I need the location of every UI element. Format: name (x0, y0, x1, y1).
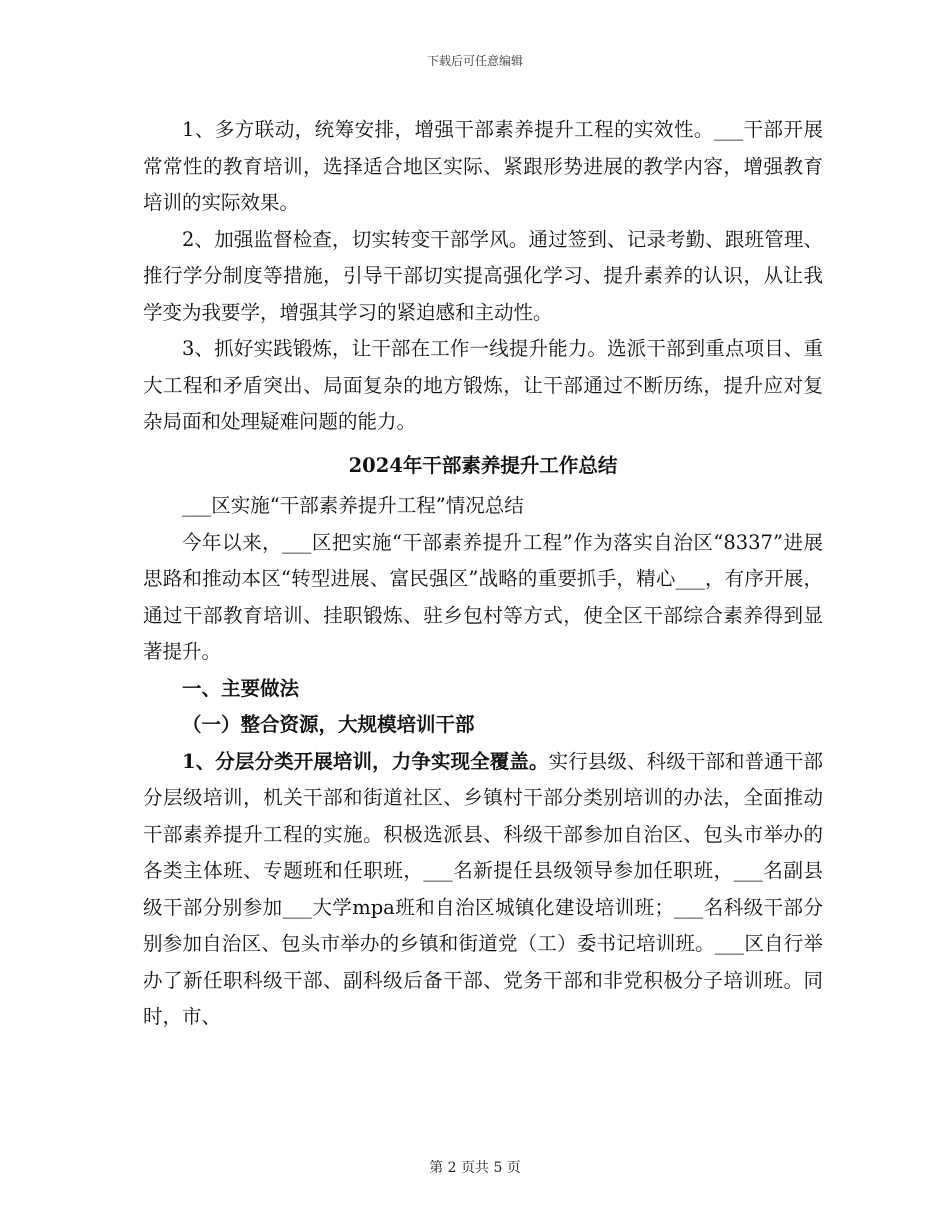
intro-paragraph: 今年以来，___区把实施“干部素养提升工程”作为落实自治区“8337”进展思路和推动本区“转型进展、富民强区”战略的重要抓手，精心___，有序开展，通过干部教育培训、挂职锻炼、驻乡包村等方式，使全区干部综合素养得到显著提升。 (143, 530, 823, 663)
section-heading: 一、主要做法 (182, 676, 300, 700)
sub-heading: （一）整合资源，大规模培训干部 (182, 713, 475, 736)
item-1-lead: 1、分层分类开展培训，力争实现全覆盖。 (182, 749, 549, 773)
subtitle: ___区实施“干部素养提升工程”情况总结 (182, 494, 524, 517)
paragraph-3: 3、抓好实践锻炼，让干部在工作一线提升能力。选派干部到重点项目、重大工程和矛盾突出、局面复杂的地方锻炼，让干部通过不断历练，提升应对复杂局面和处理疑难问题的能力。 (143, 337, 823, 433)
paragraph-1: 1、多方联动，统筹安排，增强干部素养提升工程的实效性。___干部开展常常性的教育培训，选择适合地区实际、紧跟形势进展的教学内容，增强教育培训的实际效果。 (143, 118, 823, 214)
page-footer: 第 2 页共 5 页 (429, 1160, 521, 1176)
document-title: 2024年干部素养提升工作总结 (348, 453, 618, 477)
document-body (143, 112, 823, 1036)
item-1-body: 实行县级、科级干部和普通干部分层级培训，机关干部和街道社区、乡镇村干部分类别培训的办法，全面推动干部素养提升工程的实施。积极选派县、科级干部参加自治区、包头市举办的各类主体班、专题班和任职班，___名新提任县级领导参加任职班，___名副县级干部分别参加___大学mpa班和自治区城镇化建设培训班；___名科级干部分别参加自治区、包头市举办的乡镇和街道党（工）委书记培训班。___区自行举办了新任职科级干部、副科级后备干部、党务干部和非党积极分子培训班。同时，市、 (143, 749, 823, 1028)
page-header: 下载后可任意编辑 (426, 54, 523, 68)
paragraph-2: 2、加强监督检查，切实转变干部学风。通过签到、记录考勤、跟班管理、推行学分制度等措施，引导干部切实提高强化学习、提升素养的认识，从让我学变为我要学，增强其学习的紧迫感和主动性。 (143, 227, 823, 324)
item-1-paragraph (143, 744, 823, 1036)
